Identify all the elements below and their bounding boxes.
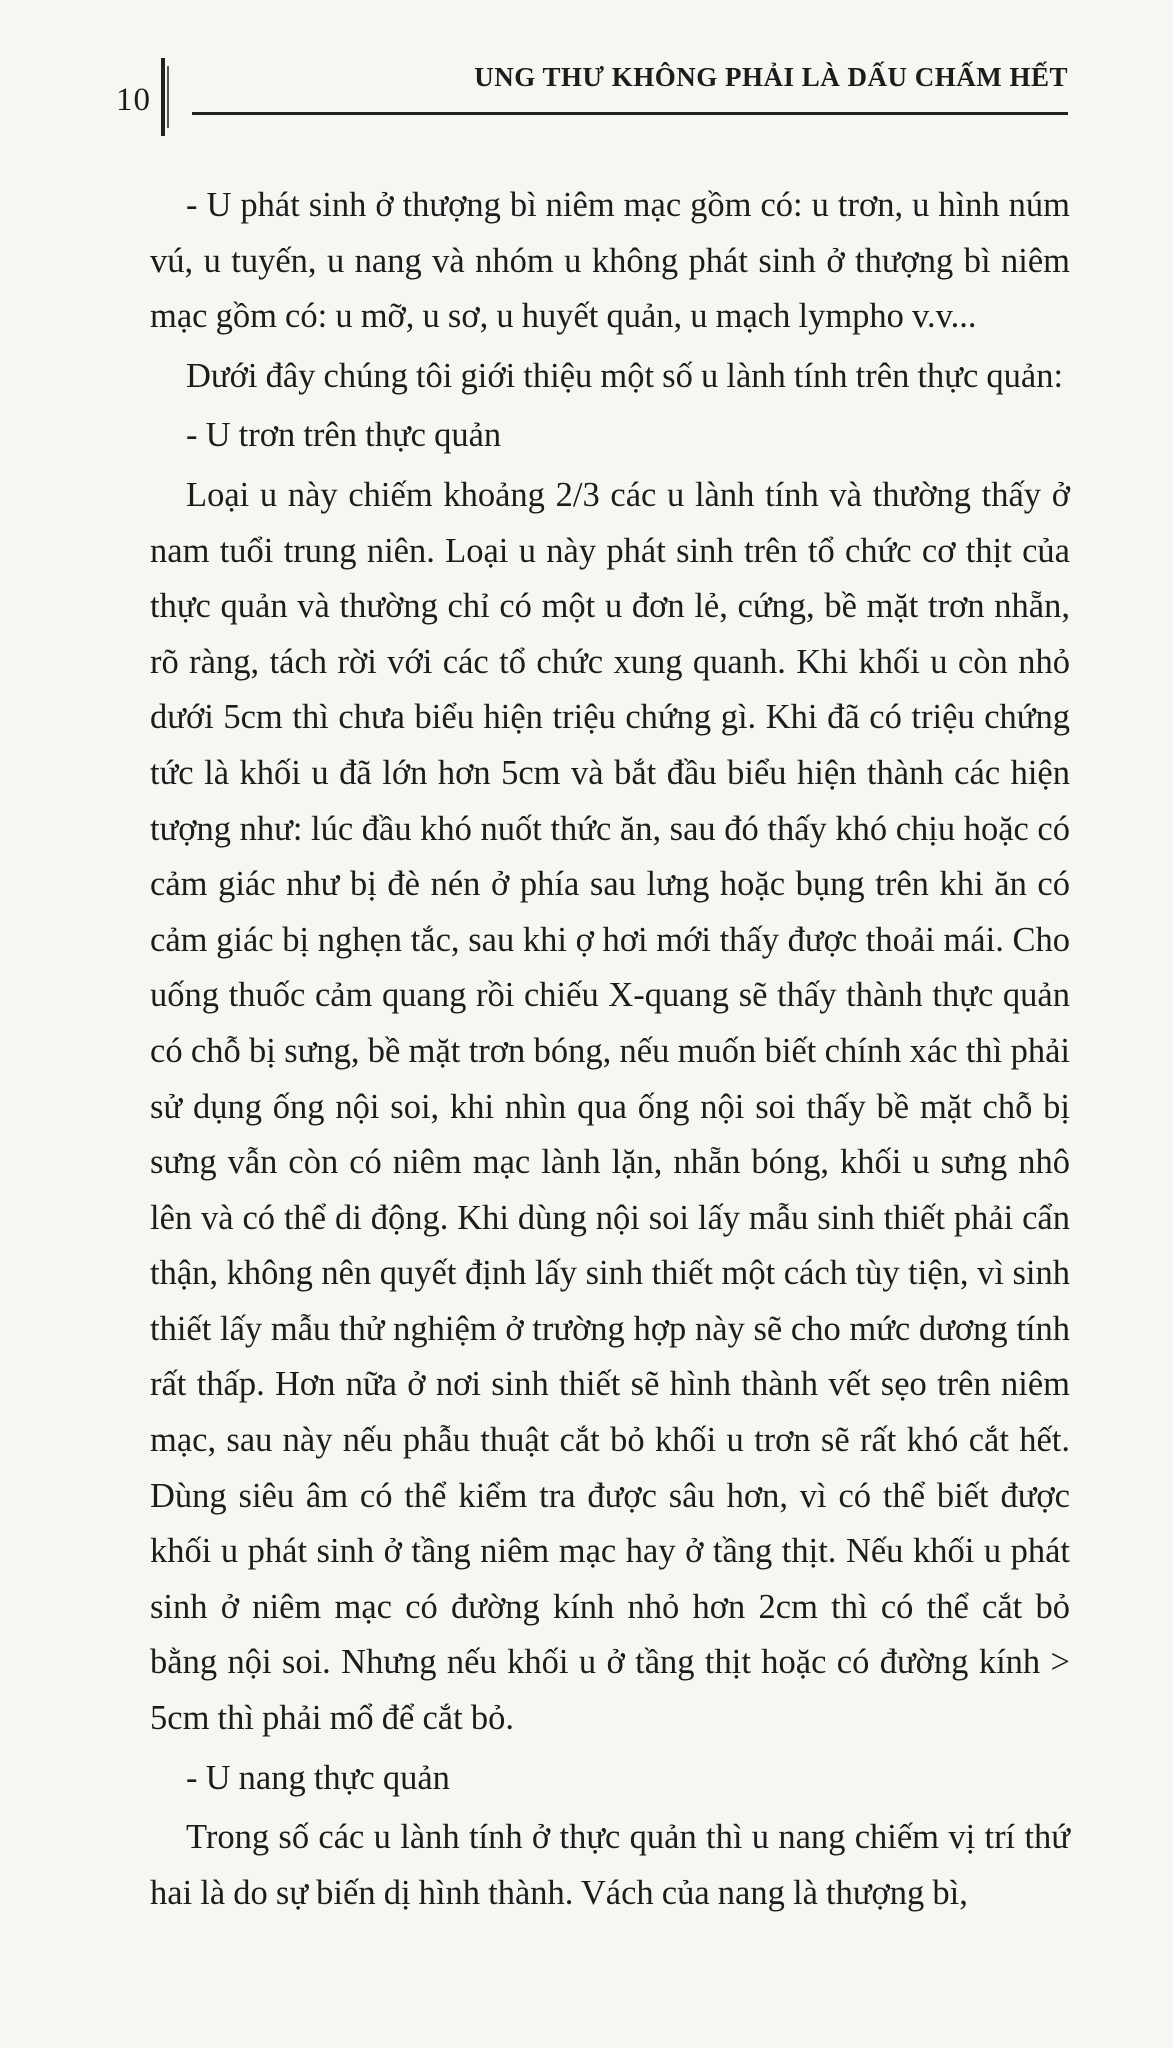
page-number: 10 (116, 82, 151, 118)
running-title: UNG THƯ KHÔNG PHẢI LÀ DẤU CHẤM HẾT (474, 62, 1068, 92)
header-divider-bar (161, 58, 165, 136)
paragraph: Dưới đây chúng tôi giới thiệu một số u lành tính trên thực quản: (186, 356, 1064, 395)
paragraph: Loại u này chiếm khoảng 2/3 các u lành tính và thường thấy ở nam tuổi trung niên. Loại u này phát sinh trên tổ chức cơ thịt của thực quản và thường chỉ có một u đơn lẻ, cứng, bề mặt trơn nhẵn, rõ ràng, tách rời với các tổ chức xung quanh. Khi khối u còn nhỏ dưới 5cm thì chưa biểu hiện triệu chứng gì. Khi đã có triệu chứng tức là khối u đã lớn hơn 5cm và bắt đầu biểu hiện thành các hiện tượng như: lúc đầu khó nuốt thức ăn, sau đó thấy khó chịu hoặc có cảm giác như bị đè nén ở phía sau lưng hoặc bụng trên khi ăn có cảm giác bị nghẹn tắc, sau khi ợ hơi mới thấy được thoải mái. Cho uống thuốc cảm quang rồi chiếu X-quang sẽ thấy thành thực quản có chỗ bị sưng, bề mặt trơn bóng, nếu muốn biết chính xác thì phải sử dụng ống nội soi, khi nhìn qua ống nội soi thấy bề mặt chỗ bị sưng vẫn còn có niêm mạc lành lặn, nhẵn bóng, khối u sưng nhô lên và có thể di động. Khi dùng nội soi lấy mẫu sinh thiết phải cẩn thận, không nên quyết định lấy sinh thiết một cách tùy tiện, vì sinh thiết lấy mẫu thử nghiệm ở trường hợp này sẽ cho mức dương tính rất thấp. Hơn nữa ở nơi sinh thiết sẽ hình thành vết sẹo trên niêm mạc, sau này nếu phẫu thuật cắt bỏ khối u trơn sẽ rất khó cắt hết. Dùng siêu âm có thể kiểm tra được sâu hơn, vì có thể biết được khối u phát sinh ở tầng niêm mạc hay ở tầng thịt. Nếu khối u phát sinh ở niêm mạc có đường kính nhỏ hơn 2cm thì có thể cắt bỏ bằng nội soi. Nhưng nếu khối u ở tầng thịt hoặc có đường kính > 5cm thì phải mổ để cắt bỏ. (150, 475, 1070, 1738)
section-heading: - U trơn trên thực quản (186, 416, 502, 455)
paragraph: - U phát sinh ở thượng bì niêm mạc gồm có: u trơn, u hình núm vú, u tuyến, u nang và nhóm u không phát sinh ở thượng bì niêm mạc gồm có: u mỡ, u sơ, u huyết quản, u mạch lympho v.v... (150, 186, 1070, 336)
section-heading: - U nang thực quản (186, 1758, 450, 1797)
body-text (150, 178, 1070, 1921)
header-rule (192, 112, 1068, 115)
paragraph: Trong số các u lành tính ở thực quản thì u nang chiếm vị trí thứ hai là do sự biến dị hình thành. Vách của nang là thượng bì, (150, 1818, 1070, 1912)
